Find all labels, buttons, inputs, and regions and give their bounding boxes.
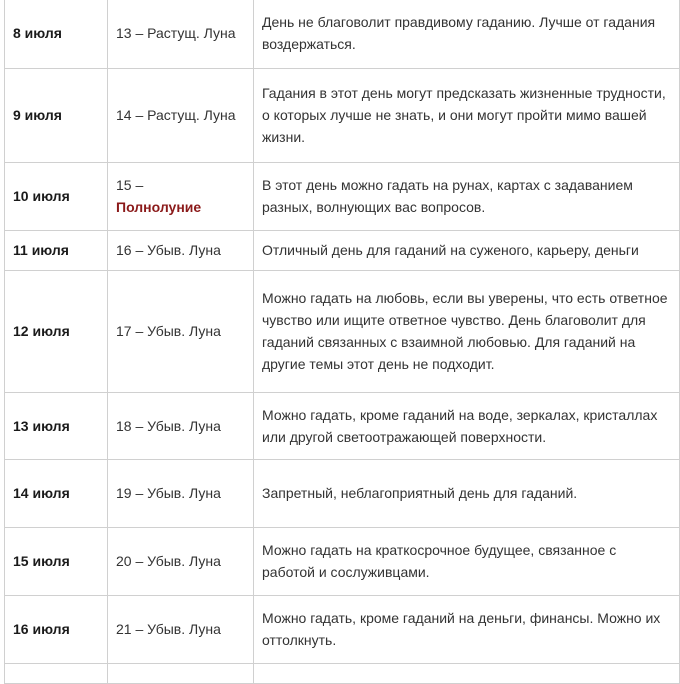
description-cell: Можно гадать на любовь, если вы уверены, что есть ответное чувство или ищите ответное чувство. День благоволит для гаданий связанных с взаимной любовью. Для гаданий на другие темы этот день не подходит. — [254, 271, 680, 393]
table-row — [5, 69, 680, 163]
description-cell: Можно гадать, кроме гаданий на воде, зеркалах, кристаллах или другой светоотражающей поверхности. — [254, 393, 680, 460]
table-row — [5, 0, 680, 69]
moon-phase-cell: 20 – Убыв. Луна — [108, 528, 254, 596]
moon-phase-cell: 14 – Растущ. Луна — [108, 69, 254, 163]
description-cell: Гадания в этот день могут предсказать жизненные трудности, о которых лучше не знать, и они могут пройти мимо вашей жизни. — [254, 69, 680, 163]
table-row — [5, 460, 680, 528]
description-cell: Запретный, неблагоприятный день для гаданий. — [254, 460, 680, 528]
moon-phase-cell: 21 – Убыв. Луна — [108, 596, 254, 664]
lunar-calendar-table — [4, 0, 680, 684]
date-cell: 15 июля — [5, 528, 108, 596]
date-cell: 10 июля — [5, 163, 108, 231]
table-row — [5, 664, 680, 684]
moon-phase-cell: 19 – Убыв. Луна — [108, 460, 254, 528]
moon-phase-cell — [108, 163, 254, 231]
date-cell: 14 июля — [5, 460, 108, 528]
table-row — [5, 271, 680, 393]
moon-phase-number: 15 – — [116, 177, 144, 193]
moon-phase-cell: 13 – Растущ. Луна — [108, 0, 254, 69]
table-row — [5, 231, 680, 271]
table-row — [5, 393, 680, 460]
date-cell: 16 июля — [5, 596, 108, 664]
moon-phase-cell: 17 – Убыв. Луна — [108, 271, 254, 393]
description-cell: Можно гадать, кроме гаданий на деньги, финансы. Можно их оттолкнуть. — [254, 596, 680, 664]
moon-phase-cell: 18 – Убыв. Луна — [108, 393, 254, 460]
table-row — [5, 596, 680, 664]
date-cell: 11 июля — [5, 231, 108, 271]
table-row — [5, 528, 680, 596]
table-row — [5, 163, 680, 231]
description-cell: Можно гадать на краткосрочное будущее, связанное с работой и сослуживцами. — [254, 528, 680, 596]
moon-phase-cell: 16 – Убыв. Луна — [108, 231, 254, 271]
date-cell: 13 июля — [5, 393, 108, 460]
description-cell: В этот день можно гадать на рунах, картах с задаванием разных, волнующих вас вопросов. — [254, 163, 680, 231]
date-cell: 9 июля — [5, 69, 108, 163]
date-cell — [5, 664, 108, 684]
date-cell: 8 июля — [5, 0, 108, 69]
moon-phase-cell — [108, 664, 254, 684]
full-moon-label: Полнолуние — [116, 199, 202, 215]
description-cell — [254, 664, 680, 684]
description-cell: День не благоволит правдивому гаданию. Лучше от гадания воздержаться. — [254, 0, 680, 69]
description-cell: Отличный день для гаданий на суженого, карьеру, деньги — [254, 231, 680, 271]
date-cell: 12 июля — [5, 271, 108, 393]
